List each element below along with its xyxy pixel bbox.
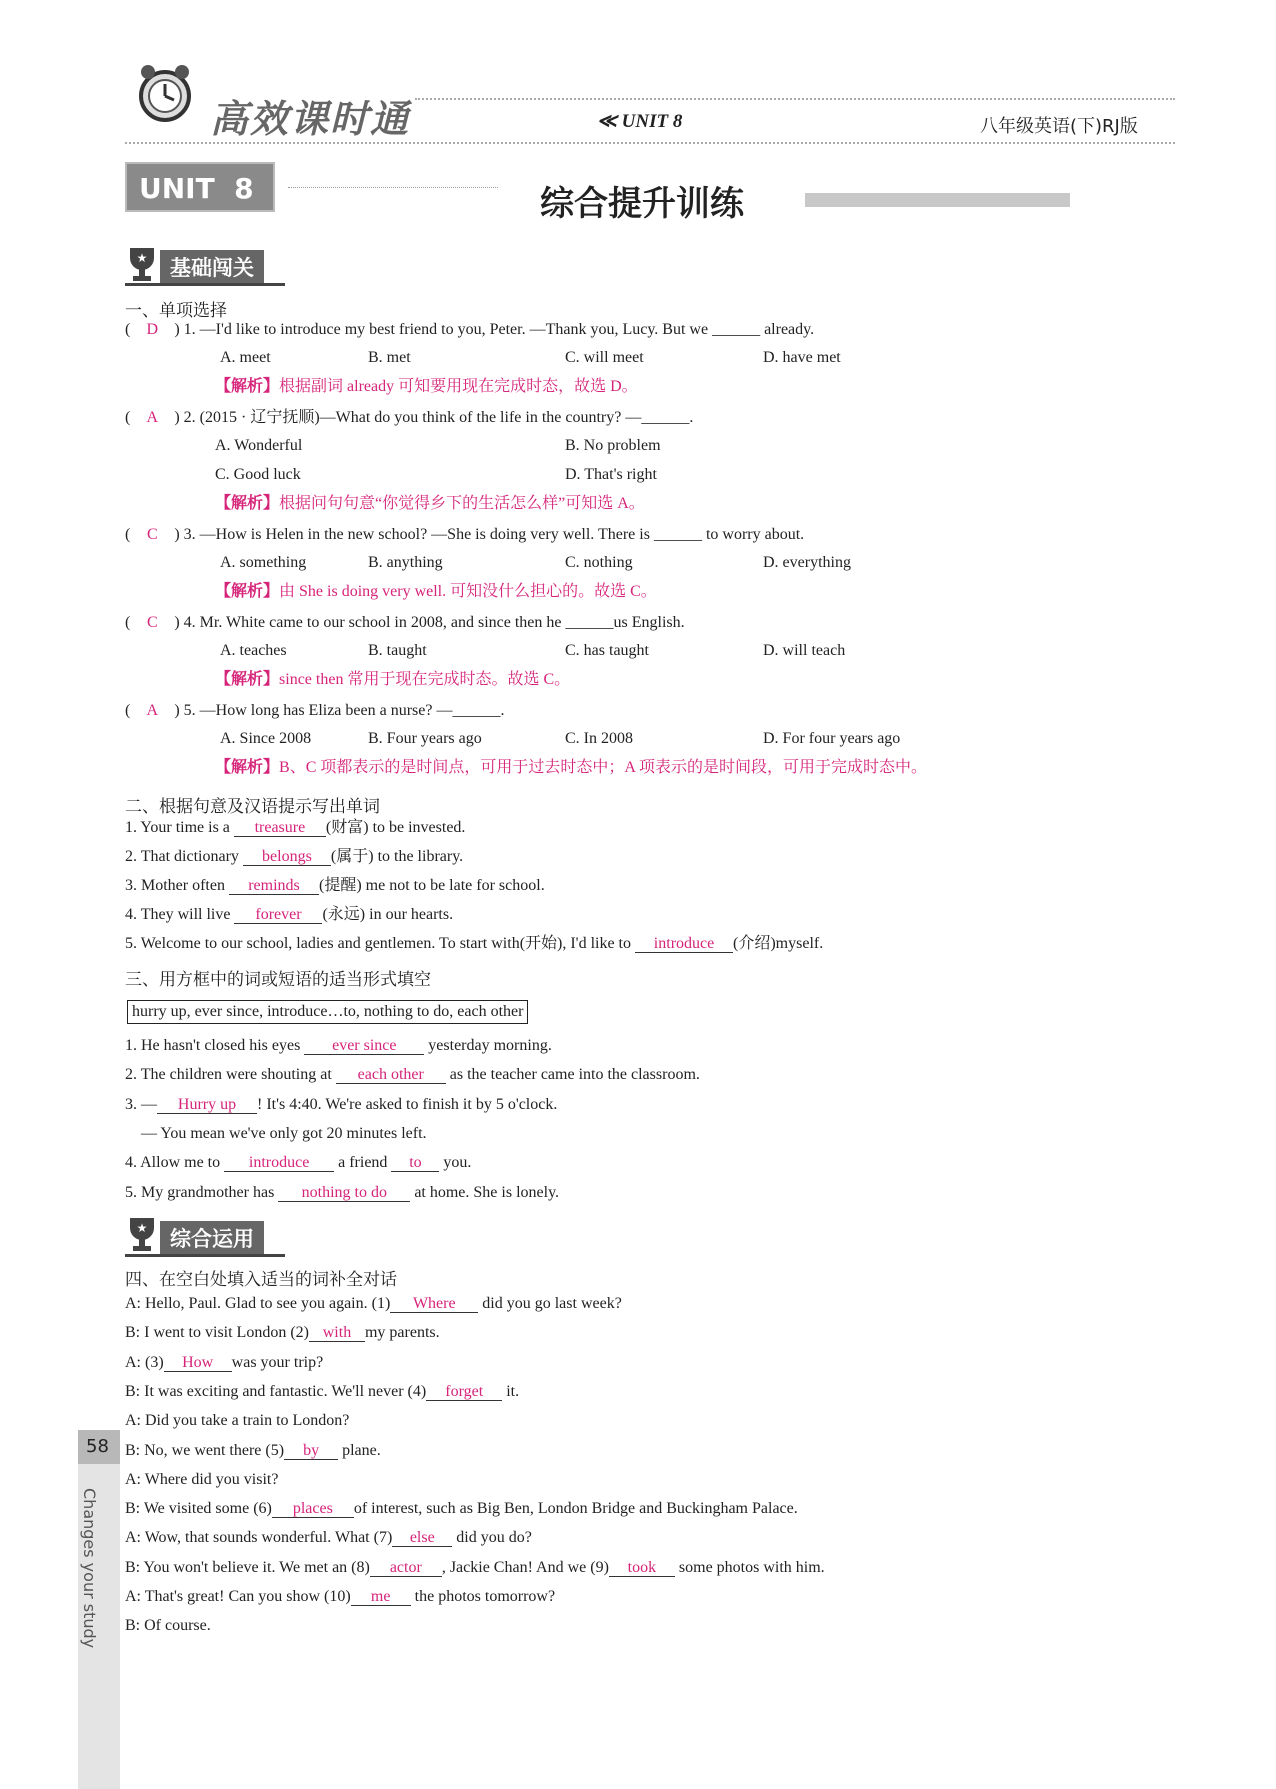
phrase-text: yesterday morning. (424, 1037, 552, 1054)
mc-explanation (215, 670, 570, 690)
item-text: 1. Your time is a (125, 819, 234, 836)
mc-answer: A (146, 409, 159, 426)
paren-close: ) (174, 614, 180, 631)
item-text: (财富) to be invested. (325, 819, 466, 836)
phrase-text: at home. She is lonely. (410, 1184, 560, 1201)
dialog-text: A: Did you take a train to London? (125, 1412, 350, 1430)
mc-answer: C (146, 526, 158, 543)
dialog-text: B: We visited some (6) (125, 1500, 272, 1518)
dialog-text: B: I went to visit London (2) (125, 1324, 309, 1342)
answer-blank: belongs (243, 849, 331, 866)
answer-blank: with (309, 1325, 365, 1342)
brand-title: 高效课时通 (210, 97, 411, 141)
dialog-line (125, 1411, 349, 1431)
explanation-text: 由 She is doing very well. 可知没什么担心的。故选 C。 (279, 583, 657, 600)
explanation-label: 【解析】 (215, 495, 280, 512)
phrase-text: 2. The children were shouting at (125, 1066, 336, 1083)
dialog-line (125, 1499, 798, 1519)
mc-option: B. anything (368, 554, 443, 571)
unit-nav-label: UNIT 8 (621, 111, 683, 132)
section1-title: 一、单项选择 (125, 301, 227, 321)
fill-word-item (125, 818, 465, 838)
dialog-line (125, 1587, 555, 1607)
answer-blank: me (351, 1589, 411, 1606)
answer-blank: else (392, 1530, 452, 1547)
dialog-text: my parents. (364, 1324, 440, 1342)
explanation-label: 【解析】 (215, 759, 280, 776)
paren-close: ) (174, 526, 180, 543)
item-text: 3. Mother often (125, 877, 229, 894)
paren-open: ( (125, 526, 131, 543)
dialog-text: did you do? (452, 1529, 532, 1547)
mc-option: D. That's right (565, 466, 657, 483)
dialog-line (125, 1323, 440, 1343)
mc-question (125, 320, 814, 340)
mc-option: B. No problem (565, 437, 661, 454)
unit-badge (125, 162, 275, 212)
page-number: 58 (86, 1436, 109, 1457)
answer-blank: actor (370, 1560, 442, 1577)
mc-option: A. something (220, 554, 307, 571)
dialog-text: of interest, such as Big Ben, London Bridge and Buckingham Palace. (353, 1500, 798, 1518)
phrase-item-3 (125, 1095, 557, 1115)
dialog-text: some photos with him. (674, 1558, 825, 1576)
mc-option: A. teaches (220, 642, 287, 659)
explanation-label: 【解析】 (215, 671, 280, 688)
dialog-line (125, 1382, 519, 1402)
explanation-text: 根据副词 already 可知要用现在完成时态，故选 D。 (279, 378, 638, 395)
mc-option: A. meet (220, 349, 271, 366)
item-text: 2. That dictionary (125, 848, 243, 865)
phrase-text: a friend (334, 1154, 392, 1171)
item-text: (介绍)myself. (733, 935, 824, 952)
dialog-line (125, 1441, 381, 1461)
mc-question-text: 4. Mr. White came to our school in 2008, and since then he ______us English. (183, 614, 685, 631)
word-box: hurry up, ever since, introduce…to, nothing to do, each other (127, 1000, 528, 1024)
phrase-text: 5. My grandmother has (125, 1184, 279, 1201)
mc-option: C. Good luck (215, 466, 301, 483)
dialog-text: B: It was exciting and fantastic. We'll never (4) (125, 1382, 427, 1400)
paren-open: ( (125, 321, 131, 338)
explanation-label: 【解析】 (215, 583, 280, 600)
explanation-text: 根据问句句意“你觉得乡下的生活怎么样”可知选 A。 (279, 495, 645, 512)
dialog-text: B: No, we went there (5) (125, 1441, 285, 1459)
answer-blank: each other (336, 1067, 446, 1084)
mc-option: A. Since 2008 (220, 730, 312, 747)
section4-title: 四、在空白处填入适当的词补全对话 (125, 1270, 397, 1290)
mc-option: C. has taught (565, 642, 649, 659)
item-text: 5. Welcome to our school, ladies and gentlemen. To start with(开始), I'd like to (125, 935, 636, 952)
dialog-line (125, 1558, 825, 1578)
fill-word-item (125, 905, 453, 925)
dialog-text: plane. (338, 1441, 381, 1459)
badge-underline (125, 283, 285, 286)
mc-explanation (215, 494, 645, 514)
item-text: (提醒) me not to be late for school. (318, 877, 545, 894)
answer-blank: to (391, 1155, 439, 1172)
fill-word-item (125, 847, 463, 867)
page-number-box (78, 1430, 120, 1464)
phrase-item-4 (125, 1153, 471, 1173)
double-chevron-left-icon: ≪ (597, 111, 622, 132)
fill-word-item (125, 934, 823, 954)
paren-close: ) (174, 409, 180, 426)
mc-question (125, 408, 693, 428)
header-dots (415, 98, 1175, 100)
mc-explanation (215, 758, 927, 778)
alarm-clock-icon (130, 58, 200, 128)
mc-explanation (215, 377, 638, 397)
section2-title: 二、根据句意及汉语提示写出单词 (125, 797, 380, 817)
mc-question-text: 1. —I'd like to introduce my best friend to you, Peter. —Thank you, Lucy. But we ______ already. (183, 321, 815, 338)
phrase-item-3b: — You mean we've only got 20 minutes left. (141, 1125, 427, 1142)
dialog-text: A: That's great! Can you show (10) (125, 1588, 351, 1605)
dialog-text: , Jackie Chan! And we (9) (441, 1558, 609, 1576)
mc-question-text: 2. (2015 · 辽宁抚顺)—What do you think of the life in the country? —______. (183, 409, 694, 426)
mc-option: B. met (368, 349, 411, 366)
phrase-text: as the teacher came into the classroom. (445, 1066, 700, 1083)
trophy-icon (125, 1214, 159, 1259)
answer-blank: reminds (229, 878, 319, 895)
answer-blank: nothing to do (278, 1185, 410, 1202)
item-text: (属于) to the library. (330, 848, 464, 865)
answer-blank: ever since (304, 1038, 424, 1055)
mc-question-text: 5. —How long has Eliza been a nurse? —______. (183, 702, 505, 719)
answer-blank: introduce (635, 936, 733, 953)
dialog-line (125, 1528, 532, 1548)
dialog-text: A: Hello, Paul. Glad to see you again. (1) (125, 1295, 391, 1312)
dialog-line (125, 1294, 622, 1314)
grade-label: 八年级英语(下)RJ版 (980, 116, 1138, 137)
title-bar-gray (805, 193, 1070, 207)
mc-option: C. will meet (565, 349, 644, 366)
mc-answer: A (146, 702, 159, 719)
unit-nav (597, 110, 682, 133)
mc-option: C. nothing (565, 554, 633, 571)
mc-answer: D (146, 321, 159, 338)
mc-option: B. taught (368, 642, 427, 659)
explanation-text: since then 常用于现在完成时态。故选 C。 (279, 671, 571, 688)
answer-blank: introduce (224, 1155, 334, 1172)
dialog-line (125, 1353, 323, 1373)
answer-blank: forever (234, 907, 322, 924)
answer-blank: by (284, 1443, 338, 1460)
section3-title: 三、用方框中的词或短语的适当形式填空 (125, 970, 431, 990)
fill-word-item (125, 876, 545, 896)
dialog-text: the photos tomorrow? (410, 1588, 556, 1605)
phrase-text: ! It's 4:40. We're asked to finish it by 5 o'clock. (257, 1096, 558, 1113)
page-title: 综合提升训练 (540, 184, 744, 224)
item-text: 4. They will live (125, 906, 235, 923)
mc-option: D. For four years ago (763, 730, 901, 747)
mc-option: C. In 2008 (565, 730, 633, 747)
explanation-label: 【解析】 (215, 378, 280, 395)
mc-option: A. Wonderful (215, 437, 303, 454)
badge-underline (125, 1254, 285, 1257)
answer-blank: Hurry up (157, 1097, 257, 1114)
svg-text:★: ★ (136, 1221, 148, 1235)
phrase-item-1 (125, 1036, 552, 1056)
mc-option: D. have met (763, 349, 841, 366)
answer-blank: Where (390, 1296, 478, 1313)
item-text: (永远) in our hearts. (322, 906, 454, 923)
dialog-text: A: Wow, that sounds wonderful. What (7) (125, 1529, 393, 1547)
svg-text:★: ★ (136, 251, 148, 265)
phrase-text: 3. — (125, 1096, 157, 1113)
dialog-line (125, 1470, 278, 1490)
section-badge-basic: 基础闯关 (160, 250, 264, 284)
dialog-text: did you go last week? (478, 1295, 622, 1312)
section-badge-comprehensive: 综合运用 (160, 1221, 264, 1255)
mc-question-text: 3. —How is Helen in the new school? —She is doing very well. There is ______ to worry about. (183, 526, 805, 543)
mc-question (125, 701, 504, 721)
sidebar-slogan: Changes your study (80, 1488, 99, 1649)
dialog-text: A: (3) (125, 1353, 164, 1371)
dialog-text: A: Where did you visit? (125, 1470, 279, 1488)
header-dots-bottom (125, 142, 1175, 144)
dialog-text: B: You won't believe it. We met an (8) (125, 1558, 370, 1576)
answer-blank: took (609, 1560, 675, 1577)
paren-open: ( (125, 614, 131, 631)
dialog-text: was your trip? (231, 1353, 324, 1371)
answer-blank: treasure (234, 820, 326, 837)
answer-blank: places (272, 1501, 354, 1518)
answer-blank: forget (426, 1384, 502, 1401)
phrase-text: 4. Allow me to (125, 1154, 225, 1171)
mc-explanation (215, 582, 657, 602)
paren-open: ( (125, 409, 131, 426)
phrase-item-2 (125, 1065, 700, 1085)
dialog-text: B: Of course. (125, 1617, 211, 1635)
phrase-text: 1. He hasn't closed his eyes (125, 1037, 305, 1054)
paren-close: ) (174, 702, 180, 719)
paren-open: ( (125, 702, 131, 719)
unit-badge-label: UNIT 8 (139, 172, 254, 205)
mc-question (125, 613, 685, 633)
header-logo (130, 58, 200, 128)
answer-blank: How (164, 1355, 232, 1372)
mc-option: D. will teach (763, 642, 846, 659)
mc-answer: C (146, 614, 158, 631)
mc-option: D. everything (763, 554, 851, 571)
dialog-line (125, 1616, 211, 1636)
explanation-text: B、C 项都表示的是时间点，可用于过去时态中；A 项表示的是时间段，可用于完成时态中。 (279, 759, 928, 776)
phrase-text: you. (439, 1154, 472, 1171)
paren-close: ) (174, 321, 180, 338)
phrase-item-5 (125, 1183, 559, 1203)
title-dots (288, 187, 498, 188)
mc-question (125, 525, 804, 545)
dialog-text: it. (502, 1382, 520, 1400)
mc-option: B. Four years ago (368, 730, 482, 747)
